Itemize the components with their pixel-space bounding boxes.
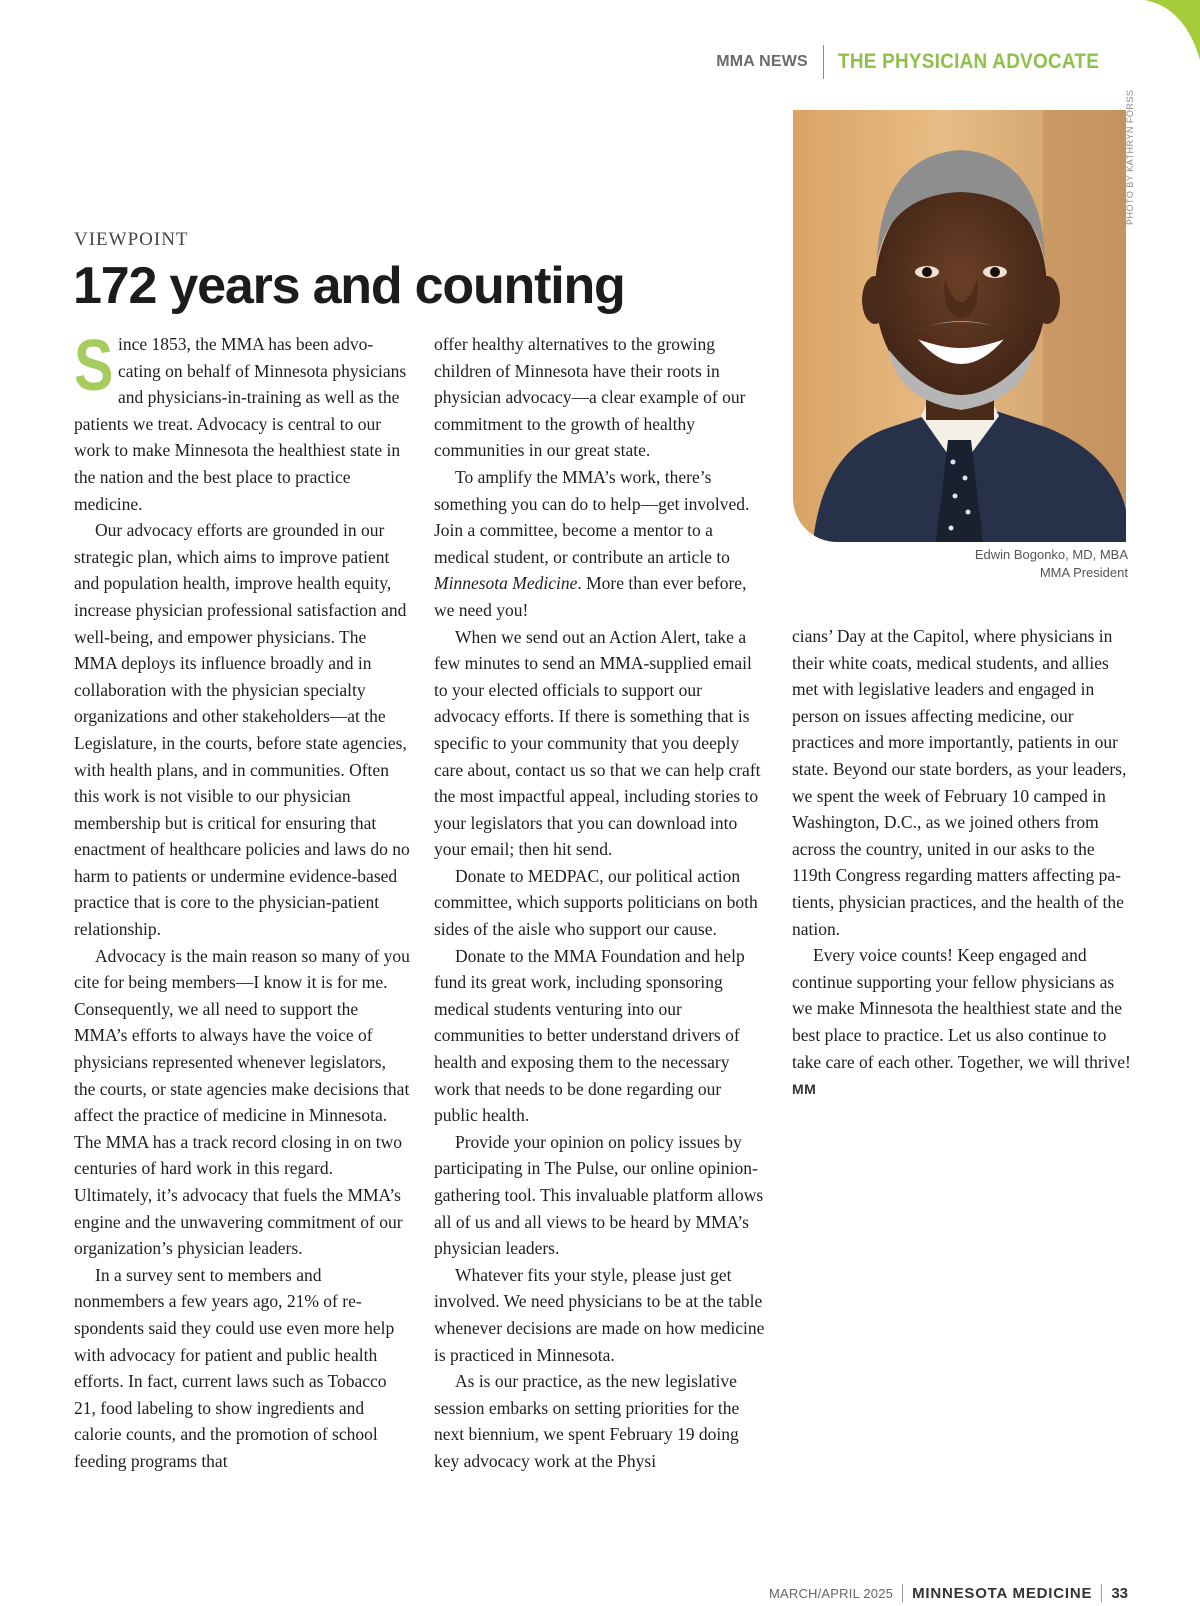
article-paragraph: Advocacy is the main reason so many of you cite for being members—I know it is for me. Consequently, we all need to support the MMA’s efforts to always have the voice of physicians represented whenever legislators, the courts, or state agencies make decisions that affect the practice of medicine in Minnesota. The MMA has a track record closing in on two centuries of hard work in this regard. Ultimately, it’s advocacy that fuels the MMA’s engine and the unwavering commitment of our organization’s physician leaders.	[74, 945, 410, 1259]
article-paragraph: cians’ Day at the Capitol, where physicians in their white coats, medical students, and allies met with legislative leaders and engaged in person on issues affecting medicine, our practices and more importantly, patients in our state. Beyond our state borders, as your leaders, we spent the week of February 10 camped in Washington, D.C., as we joined others from across the country, united in our asks to the 119th Congress regarding matters affecting patients, physician practices, and the health of the nation.	[792, 626, 1127, 939]
magazine-name: MINNESOTA MEDICINE	[912, 1584, 1093, 1602]
section-label: MMA NEWS	[716, 53, 808, 70]
article-paragraph: Donate to MEDPAC, our political action committee, which supports politicians on both sides of the aisle who support our cause.	[434, 865, 758, 940]
article-paragraph: In a survey sent to members and nonmembers a few years ago, 21% of respondents said they could use even more help with advocacy for patient and public health efforts. In fact, current laws such as Tobacco 21, food labeling to show ingredients and calorie counts, and the promotion of school feeding programs that	[74, 1264, 395, 1471]
header-divider	[823, 45, 824, 79]
article-paragraph: As is our practice, as the new legislative session embarks on setting priorities for the next biennium, we spent February 19 doing key advocacy work at the Physi	[434, 1371, 740, 1471]
caption-title: MMA President	[1039, 565, 1128, 580]
article-column-3	[792, 623, 1132, 1103]
article-paragraph: When we send out an Action Alert, take a few minutes to send an MMA-supplied email to your elected officials to support our advocacy efforts. If there is something that is specific to your community that you deeply care about, contact us so that we can help craft the most impactful appeal, including stories to your legislators that you can download into your email; then hit send.	[434, 626, 761, 860]
drop-cap: S	[74, 326, 114, 406]
magazine-title-italic: Minnesota Medicine	[434, 573, 578, 594]
article-paragraph: offer healthy alternatives to the growing children of Minnesota have their roots in physician advocacy—a clear example of our commitment to the growth of healthy communities in our great state.	[434, 334, 746, 461]
section-title: THE PHYSICIAN ADVOCATE	[837, 50, 1099, 73]
caption-name: Edwin Bogonko, MD, MBA	[974, 547, 1128, 562]
issue-date: MARCH/APRIL 2025	[768, 1585, 894, 1601]
footer-divider	[1101, 1584, 1102, 1602]
photo-caption	[975, 546, 1128, 582]
article-paragraph: Since 1853, the MMA has been advocating on behalf of Minnesota physicians and physicians-in-training as well as the patients we treat. Advocacy is central to our work to make Minnesota the healthiest state in the nation and the best place to practice medicine.	[74, 326, 407, 514]
article-kicker: VIEWPOINT	[74, 229, 189, 250]
article-column-2	[434, 331, 768, 1475]
article-headline: 172 years and counting	[73, 257, 625, 315]
article-paragraph: Donate to the MMA Foundation and help fund its great work, including sponsoring medical students venturing into our communities to better understand drivers of health and exposing them to the necessary work that needs to be done regarding our public health.	[434, 945, 745, 1126]
article-paragraph: Whatever fits your style, please just get involved. We need physicians to be at the table whenever decisions are made on how medicine is practiced in Minnesota.	[434, 1264, 765, 1365]
article-paragraph: Every voice counts! Keep engaged and continue supporting your fellow physicians as we make Minnesota the healthiest state and the best place to practice. Let us also continue to take care of each other. Together, we will thrive! MM	[792, 945, 1131, 1098]
end-mark: MM	[792, 1081, 817, 1098]
page-number: 33	[1111, 1584, 1128, 1602]
author-portrait	[793, 110, 1126, 542]
page-header	[716, 44, 1128, 80]
corner-leaf-shape	[1145, 0, 1200, 60]
article-paragraph: Provide your opinion on policy issues by participating in The Pulse, our online opinion-gathering tool. This invaluable platform allows all of us and all views to be heard by MMA’s physician leaders.	[434, 1131, 764, 1259]
article-paragraph: Our advocacy efforts are grounded in our strategic plan, which aims to improve patient and population health, improve health equity, increase physician professional satisfaction and well-being, and empower physicians. The MMA deploys its influence broadly and in collaboration with the physician specialty organizations and other stakeholders—at the Legislature, in the courts, before state agencies, with health plans, and in communities. Often this work is not visible to our physician membership but is critical for ensuring that enactment of healthcare policies and laws do no harm to patients or undermine evidence-based practice that is core to the physician-patient relationship.	[74, 520, 410, 940]
photo-credit: PHOTO BY KATHRYN FORSS	[1125, 89, 1135, 225]
portrait-illustration	[793, 110, 1126, 542]
article-paragraph: To amplify the MMA’s work, there’s something you can do to help—get involved. Join a committee, become a mentor to a medical student, or contribute an article to Minnesota Medicine. More than ever before, we need you!	[434, 466, 750, 620]
article-column-1	[74, 326, 410, 1475]
page-footer	[769, 1584, 1128, 1602]
footer-divider	[902, 1584, 903, 1602]
